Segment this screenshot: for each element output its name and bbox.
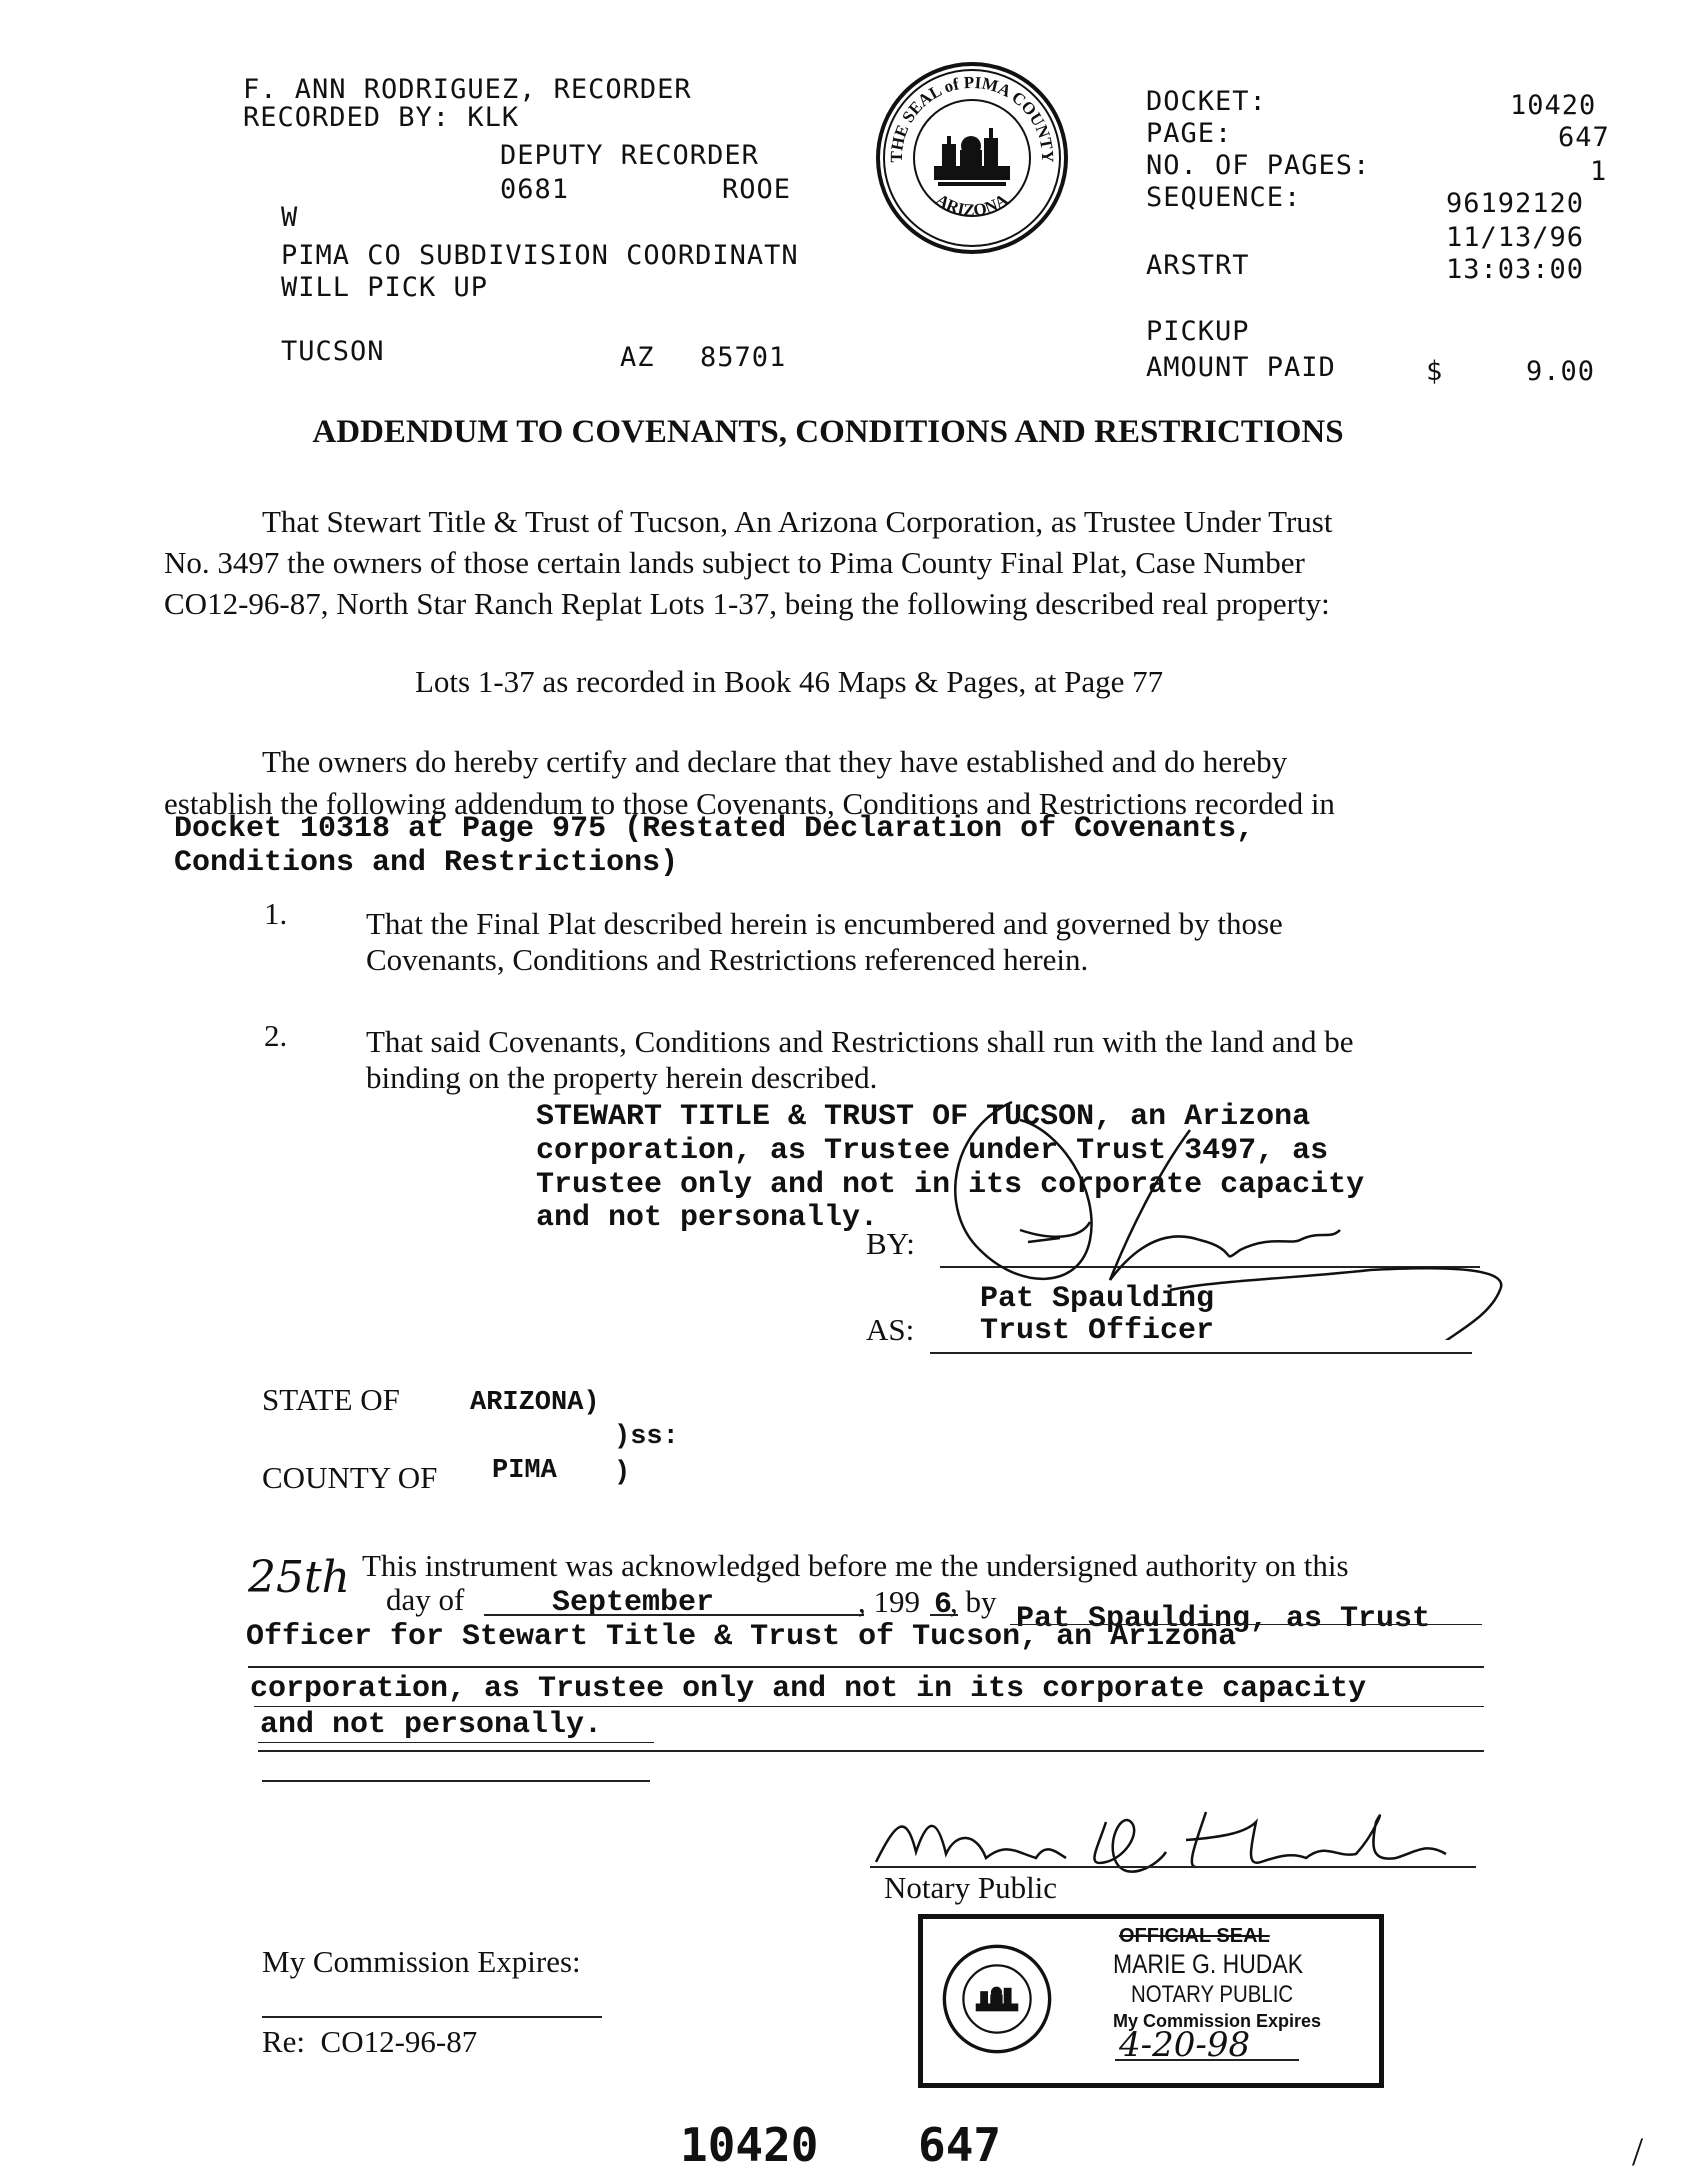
docket-label: DOCKET: xyxy=(1146,86,1267,117)
stamp-name: MARIE G. HUDAK xyxy=(1113,1949,1304,1979)
para2-line1: The owners do hereby certify and declare that they have established and do hereby xyxy=(262,744,1288,779)
amount-currency: $ xyxy=(1426,356,1444,387)
pages-value: 1 xyxy=(1590,156,1608,187)
svg-text:ARIZONA xyxy=(933,190,1013,220)
deputy-recorder: DEPUTY RECORDER xyxy=(500,140,759,171)
recorder-code: 0681 xyxy=(500,174,570,205)
recipient-name: PIMA CO SUBDIVISION COORDINATN xyxy=(281,240,799,271)
lots-line: Lots 1-37 as recorded in Book 46 Maps & Pages, at Page 77 xyxy=(415,664,1164,699)
ack-line4-strike xyxy=(254,1706,1484,1707)
record-time: 13:03:00 xyxy=(1446,254,1585,285)
recorder-code-2: ROOE xyxy=(722,174,792,205)
title-line xyxy=(930,1352,1472,1354)
item-text-line1: That the Final Plat described herein is encumbered and governed by those xyxy=(366,906,1283,941)
recorder-w: W xyxy=(281,202,299,233)
item-number: 1. xyxy=(264,896,288,931)
re-line: Re: CO12-96-87 xyxy=(262,2024,478,2059)
recipient-state: AZ xyxy=(620,342,655,373)
blank-rule xyxy=(262,1780,650,1782)
ack-line3-rule xyxy=(248,1666,1484,1668)
ack-by: , by xyxy=(950,1584,997,1619)
recorded-by: RECORDED BY: KLK xyxy=(243,102,520,133)
notary-label: Notary Public xyxy=(884,1870,1058,1905)
trustee-line4: and not personally. xyxy=(536,1201,879,1235)
footer-page: 647 xyxy=(918,2118,1002,2172)
ack-line5: and not personally. xyxy=(260,1708,603,1742)
commission-line xyxy=(262,2016,602,2018)
page-label: PAGE: xyxy=(1146,118,1233,149)
trustee-line2: corporation, as Trustee under Trust 3497, as xyxy=(536,1134,1329,1168)
para2-line4: Conditions and Restrictions) xyxy=(174,846,679,880)
pages-label: NO. OF PAGES: xyxy=(1146,150,1371,181)
county-value: PIMA xyxy=(492,1456,557,1486)
para2-line3: Docket 10318 at Page 975 (Restated Declaration of Covenants, xyxy=(174,812,1255,846)
ack-line5-strike xyxy=(258,1742,654,1743)
recipient-instructions: WILL PICK UP xyxy=(281,272,489,303)
notary-seal-icon xyxy=(941,1943,1053,2055)
ack-year-digit: 6 xyxy=(934,1588,953,1622)
record-date: 11/13/96 xyxy=(1446,222,1585,253)
docket-value: 10420 xyxy=(1510,90,1597,121)
stamp-title: NOTARY PUBLIC xyxy=(1131,1981,1294,2008)
seal-bottom-text: ARIZONA xyxy=(932,189,1012,220)
stamp-expires-label: My Commission Expires xyxy=(1113,2011,1322,2031)
pickup-label: PICKUP xyxy=(1146,316,1250,347)
amount-label: AMOUNT PAID xyxy=(1146,352,1336,383)
seal-top-text: THE SEAL of PIMA COUNTY xyxy=(886,72,1058,163)
ack-day-of: day of xyxy=(386,1582,465,1617)
state-value: ARIZONA) xyxy=(470,1388,600,1418)
trustee-line3: Trustee only and not in its corporate capacity xyxy=(536,1168,1365,1202)
item-number: 2. xyxy=(264,1018,288,1053)
seal-mission-drawing xyxy=(934,128,1010,186)
ack-month: September xyxy=(552,1586,715,1620)
sequence-label: SEQUENCE: xyxy=(1146,182,1302,213)
ack-line1: This instrument was acknowledged before me the undersigned authority on this xyxy=(362,1548,1349,1583)
ack-day: 25th xyxy=(248,1552,351,1603)
recipient-zip: 85701 xyxy=(700,342,787,373)
notary-signature-line xyxy=(870,1866,1476,1868)
signer-title: Trust Officer xyxy=(980,1314,1215,1348)
recorder-name: F. ANN RODRIGUEZ, RECORDER xyxy=(243,74,692,105)
para1-line2: No. 3497 the owners of those certain lands subject to Pima County Final Plat, Case Number xyxy=(164,545,1305,580)
commission-label: My Commission Expires: xyxy=(262,1944,581,1979)
by-label: BY: xyxy=(866,1226,915,1261)
item-text-line2: binding on the property herein described. xyxy=(366,1060,878,1095)
stamp-date-line xyxy=(1115,2059,1299,2061)
as-label: AS: xyxy=(866,1312,915,1347)
para1-line3: CO12-96-87, North Star Ranch Replat Lots 1-37, being the following described real property: xyxy=(164,586,1330,621)
stamp-expires-date: 4-20-98 xyxy=(1119,2025,1251,2065)
footer-mark: / xyxy=(1632,2129,1644,2174)
document-title: ADDENDUM TO COVENANTS, CONDITIONS AND RESTRICTIONS xyxy=(312,414,1344,450)
amount-value: 9.00 xyxy=(1526,356,1596,387)
county-seal xyxy=(872,58,1072,258)
record-type: ARSTRT xyxy=(1146,250,1250,281)
footer-docket: 10420 xyxy=(680,2118,819,2172)
ack-by-name: Pat Spaulding, as Trust xyxy=(1016,1602,1431,1636)
signer-name: Pat Spaulding xyxy=(980,1282,1215,1316)
para1-line1: That Stewart Title & Trust of Tucson, An Arizona Corporation, as Trustee Under Trust xyxy=(262,504,1333,539)
para2-line2: establish the following addendum to those Covenants, Conditions and Restrictions recorded in xyxy=(164,786,1335,821)
state-label: STATE OF xyxy=(262,1382,400,1417)
page-value: 647 xyxy=(1558,122,1610,153)
ack-line3: Officer for Stewart Title & Trust of Tucson, an Arizona xyxy=(246,1620,1237,1654)
ack-line4: corporation, as Trustee only and not in its corporate capacity xyxy=(250,1672,1367,1706)
ack-line5-rule xyxy=(258,1750,1484,1752)
sequence-value: 96192120 xyxy=(1446,188,1585,219)
notary-stamp xyxy=(918,1914,1384,2088)
trustee-line1: STEWART TITLE & TRUST OF TUCSON, an Arizona xyxy=(536,1100,1311,1134)
county-paren: ) xyxy=(614,1458,631,1488)
month-line xyxy=(484,1614,864,1616)
ack-year-prefix: , 199 xyxy=(858,1584,920,1619)
ss-mark: )ss: xyxy=(614,1422,679,1452)
county-label: COUNTY OF xyxy=(262,1460,438,1495)
stamp-official: OFFICIAL SEAL xyxy=(1119,1925,1270,1947)
item-text-line1: That said Covenants, Conditions and Restrictions shall run with the land and be xyxy=(366,1024,1354,1059)
recipient-city: TUCSON xyxy=(281,336,385,367)
item-text-line2: Covenants, Conditions and Restrictions referenced herein. xyxy=(366,942,1089,977)
